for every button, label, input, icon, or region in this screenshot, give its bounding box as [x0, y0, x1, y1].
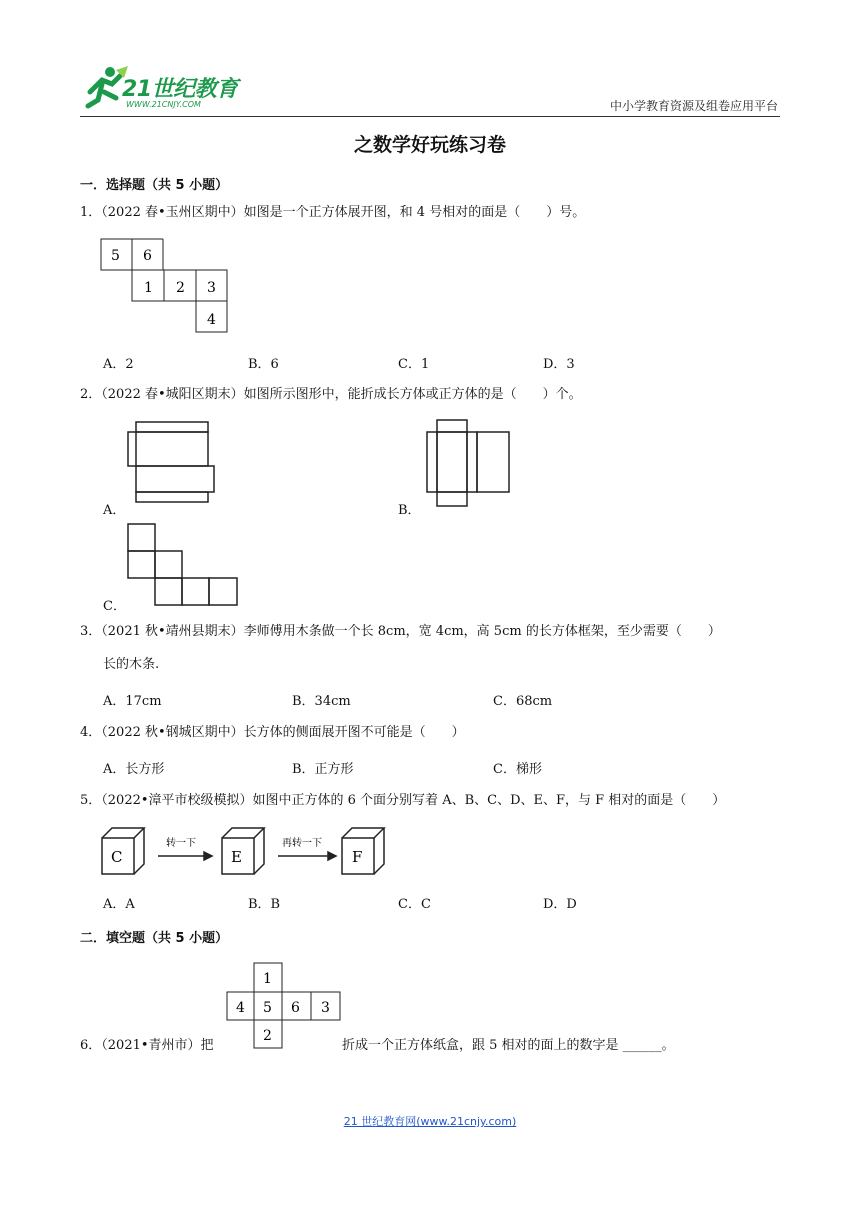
q2-option-b[interactable]: B．: [398, 503, 421, 518]
fig1-label-5: 5: [111, 248, 120, 264]
question-6-suffix: 折成一个正方体纸盒，跟 5 相对的面上的数字是 ______。: [342, 1038, 675, 1053]
fig1-label-4: 4: [207, 312, 216, 328]
fig1-label-6: 6: [143, 248, 152, 264]
fig1-label-2: 2: [176, 280, 185, 296]
q2-option-c[interactable]: C．: [103, 599, 126, 614]
footer-link[interactable]: 21 世纪教育网(www.21cnjy.com): [343, 1115, 517, 1128]
question-6-prefix: 6．（2021•青州市）把: [80, 1038, 214, 1053]
fig6-label-6: 6: [291, 1000, 300, 1016]
logo-text: 21世纪教育: [122, 77, 238, 102]
question-3-text-continued: 长的木条.: [103, 657, 160, 672]
section-heading-fill: 二．填空题（共 5 小题）: [80, 931, 229, 946]
logo-url: WWW.21CNJY.COM: [126, 100, 201, 109]
q2-figure-c: [126, 522, 242, 610]
question-5-text: 5．（2022•漳平市校级模拟）如图中正方体的 6 个面分别写着 A、B、C、D、E、F，与 F 相对的面是（ ）: [80, 793, 726, 808]
q4-option-b[interactable]: B．正方形: [292, 762, 354, 777]
arrow-1-label: 转一下: [166, 838, 196, 849]
q1-option-b[interactable]: B．6: [248, 357, 279, 372]
q2-option-a[interactable]: A．: [103, 503, 126, 518]
cube-2-front: E: [231, 848, 242, 866]
fig6-label-4: 4: [236, 1000, 245, 1016]
question-5-figure: [100, 826, 390, 878]
arrow-2-label: 再转一下: [282, 838, 322, 849]
question-2-text: 2．（2022 春•城阳区期末）如图所示图形中，能折成长方体或正方体的是（ ）个。: [80, 387, 582, 402]
question-6-figure: [226, 962, 344, 1052]
question-1-figure: [100, 238, 230, 334]
q2-figure-b: [425, 418, 515, 512]
cube-1-front: C: [111, 848, 123, 866]
q5-option-d[interactable]: D．D: [543, 897, 577, 912]
fig1-label-3: 3: [207, 280, 216, 296]
header-divider: [80, 116, 780, 117]
platform-name: 中小学教育资源及组卷应用平台: [609, 99, 778, 113]
section-heading-choice: 一．选择题（共 5 小题）: [80, 178, 229, 193]
page-title: 之数学好玩练习卷: [353, 134, 506, 156]
question-3-text: 3．（2021 秋•靖州县期末）李师傅用木条做一个长 8cm，宽 4cm，高 5cm 的长方体框架，至少需要（ ）: [80, 624, 721, 639]
q5-option-b[interactable]: B．B: [248, 897, 281, 912]
cube-3-front: F: [352, 848, 363, 866]
q4-option-c[interactable]: C．梯形: [493, 762, 542, 777]
q1-option-a[interactable]: A．2: [103, 357, 134, 372]
fig6-label-3: 3: [321, 1000, 330, 1016]
q3-option-c[interactable]: C．68cm: [493, 694, 553, 709]
q4-option-a[interactable]: A．长方形: [103, 762, 165, 777]
fig6-label-1: 1: [263, 971, 272, 987]
q3-option-a[interactable]: A．17cm: [103, 694, 162, 709]
q3-option-b[interactable]: B．34cm: [292, 694, 351, 709]
q2-figure-a: [126, 420, 218, 510]
fig6-label-2: 2: [263, 1028, 272, 1044]
q5-option-c[interactable]: C．C: [398, 897, 431, 912]
question-1-text: 1．（2022 春•玉州区期中）如图是一个正方体展开图，和 4 号相对的面是（ ）号。: [80, 205, 586, 220]
fig6-label-5: 5: [263, 1000, 272, 1016]
q1-option-d[interactable]: D．3: [543, 357, 575, 372]
question-4-text: 4．（2022 秋•钢城区期中）长方体的侧面展开图不可能是（ ）: [80, 725, 465, 740]
q5-option-a[interactable]: A．A: [103, 897, 135, 912]
fig1-label-1: 1: [144, 280, 153, 296]
q1-option-c[interactable]: C．1: [398, 357, 430, 372]
